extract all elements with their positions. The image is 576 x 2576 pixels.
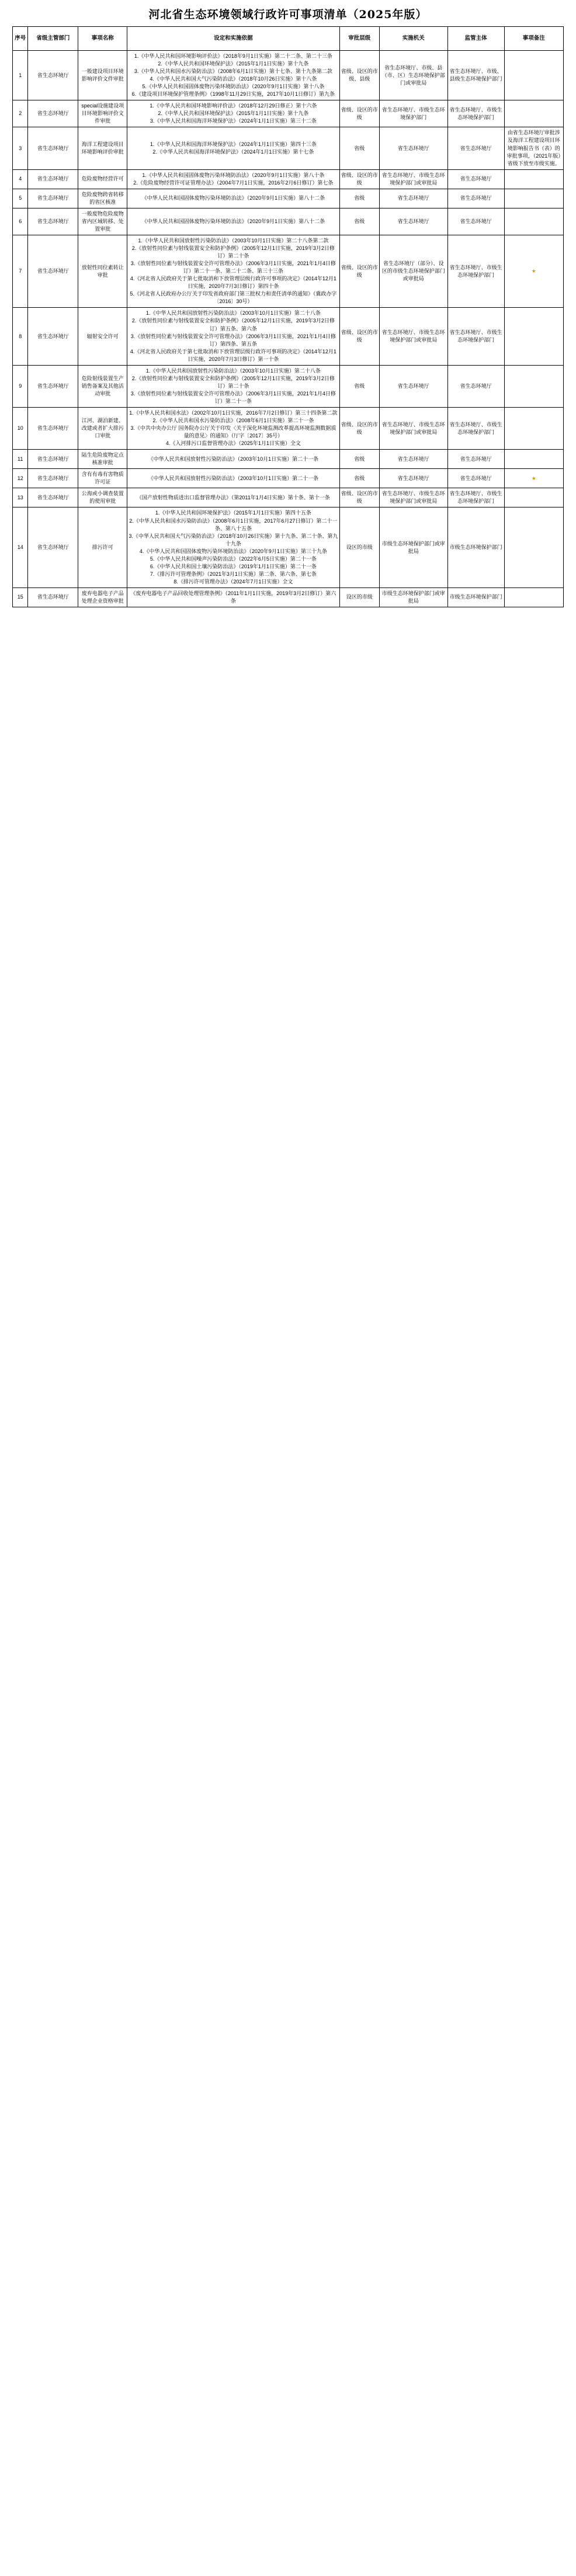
cell-sup: 省生态环境厅 [447, 450, 504, 469]
cell-idx: 10 [13, 407, 28, 449]
cell-item: 海洋工程建设项目环境影响评价审批 [78, 127, 127, 169]
cell-note [504, 208, 563, 235]
cell-basis [127, 127, 340, 169]
cell-org: 省生态环境厅、市级生态环境保护部门 [379, 100, 447, 127]
cell-dept: 省生态环境厅 [28, 51, 78, 100]
cell-sup: 市级生态环境保护部门 [447, 507, 504, 587]
cell-org: 省生态环境厅 [379, 469, 447, 488]
cell-note [504, 189, 563, 208]
basis-line: 4.《河北省人民政府关于第七批取消和下放管理层级行政许可事项的决定》（2014年12月1日实施，2020年7月3日修订）第一十条 [130, 348, 336, 362]
basis-line: 2.《中华人民共和国海洋环境保护法》（2024年1月1日实施）第十七条 [152, 149, 314, 155]
cell-idx: 15 [13, 587, 28, 607]
cell-note [504, 587, 563, 607]
cell-item: 废弃电器电子产品处理企业资格审批 [78, 587, 127, 607]
cell-note [504, 488, 563, 507]
basis-line: 《废弃电器电子产品回收处理管理条例》（2011年1月1日实施，2019年3月2日修订）第六条 [130, 590, 336, 604]
cell-dept: 省生态环境厅 [28, 189, 78, 208]
cell-sup: 省生态环境厅 [447, 208, 504, 235]
basis-line: 2.《放射性同位素与射线装置安全和防护条例》（2005年12月1日实施，2019年3月2日修订）第二十条 [131, 245, 335, 259]
cell-level: 省级 [339, 365, 379, 407]
cell-level: 省级 [339, 450, 379, 469]
cell-level: 省级、设区的市级 [339, 407, 379, 449]
cell-basis [127, 308, 340, 365]
table-row [13, 450, 564, 469]
cell-level: 省级、设区的市级 [339, 308, 379, 365]
basis-line: 《中华人民共和国固体废物污染环境防治法》（2020年9月1日实施）第八十二条 [141, 218, 325, 224]
cell-org: 省生态环境厅 [379, 365, 447, 407]
cell-org: 省生态环境厅、市级生态环境保护部门或审批局 [379, 488, 447, 507]
cell-level: 省级 [339, 208, 379, 235]
cell-note [504, 169, 563, 189]
table-row [13, 51, 564, 100]
cell-item: 辐射安全许可 [78, 308, 127, 365]
basis-line: 7.《排污许可管理条例》（2021年3月1日实施）第二条、第六条、第七条 [150, 571, 317, 577]
column-header-item-name: 事项名称 [78, 27, 127, 51]
cell-item: 危险射线装置生产销售备案及其他活动审批 [78, 365, 127, 407]
cell-item: 一般废物危险废物省内区域转移、处置审批 [78, 208, 127, 235]
cell-idx: 9 [13, 365, 28, 407]
cell-level: 设区的市级 [339, 587, 379, 607]
table-row [13, 208, 564, 235]
cell-level: 省级 [339, 189, 379, 208]
cell-idx: 4 [13, 169, 28, 189]
cell-basis [127, 208, 340, 235]
cell-level: 省级、设区的市级 [339, 488, 379, 507]
cell-dept: 省生态环境厅 [28, 507, 78, 587]
cell-dept: 省生态环境厅 [28, 469, 78, 488]
cell-org: 省生态环境厅 [379, 189, 447, 208]
cell-org: 省生态环境厅 [379, 127, 447, 169]
basis-line: 2.《中华人民共和国环境保护法》（2015年1月1日实施）第十九条 [158, 110, 309, 117]
basis-line: 1.《中华人民共和国放射性污染防治法》（2003年10月1日实施）第二十八条第二款 [138, 237, 329, 244]
basis-line: 1.《中华人民共和国环境影响评价法》（2018年9月1日实施）第二十二条、第二十三条 [134, 53, 332, 59]
cell-basis [127, 235, 340, 307]
cell-dept: 省生态环境厅 [28, 407, 78, 449]
cell-org: 省生态环境厅、市级生态环境保护部门或审批局 [379, 308, 447, 365]
cell-note [504, 365, 563, 407]
cell-sup: 市级生态环境保护部门 [447, 587, 504, 607]
cell-idx: 11 [13, 450, 28, 469]
cell-idx: 13 [13, 488, 28, 507]
column-header-approval-level: 审批层级 [339, 27, 379, 51]
cell-basis [127, 169, 340, 189]
cell-basis [127, 189, 340, 208]
cell-basis [127, 488, 340, 507]
cell-org: 市级生态环境保护部门或审批局 [379, 587, 447, 607]
cell-item: 公海或小调查装置的使用审批 [78, 488, 127, 507]
basis-line: 2.《放射性同位素与射线装置安全和防护条例》（2005年12月1日实施，2019年3月2日修订）第二十条 [131, 375, 335, 389]
cell-sup: 省生态环境厅 [447, 169, 504, 189]
cell-level: 省级 [339, 127, 379, 169]
cell-level: 省级、设区的市级 [339, 100, 379, 127]
cell-sup: 省生态环境厅、市级生态环境保护部门 [447, 488, 504, 507]
basis-line: 3.《放射性同位素与射线装置安全许可管理办法》（2006年3月1日实施，2021年1月4日修订）第二十一条 [130, 390, 336, 404]
basis-line: 4.《河北省人民政府关于第七批取消和下放管理层级行政许可事项的决定》（2014年12月1日实施，2020年7月3日修订）第四十条 [130, 276, 336, 290]
cell-level: 省级、设区的市级、县级 [339, 51, 379, 100]
basis-line: 5.《河北省人民政府办公厅关于印发省政府部门第三批权力和责任清单的通知》（冀政办字〔2016〕30号） [130, 291, 337, 305]
cell-item: 一般建设项目环境影响评价文件审批 [78, 51, 127, 100]
cell-item: 江河、湖泊新建、改建或者扩大排污口审批 [78, 407, 127, 449]
cell-idx: 7 [13, 235, 28, 307]
basis-line: 6.《中华人民共和国土壤污染防治法》（2019年1月1日实施）第二十一条 [150, 563, 317, 569]
cell-basis [127, 587, 340, 607]
cell-dept: 省生态环境厅 [28, 169, 78, 189]
table-row [13, 507, 564, 587]
basis-line: 6.《建设项目环境保护管理条例》（1998年11月29日实施，2017年10月1日修订）第九条 [131, 91, 335, 98]
cell-idx: 3 [13, 127, 28, 169]
cell-idx: 1 [13, 51, 28, 100]
table-row [13, 100, 564, 127]
basis-line: 《中华人民共和国固体废物污染环境防治法》（2020年9月1日实施）第八十二条 [141, 195, 325, 201]
table-body [13, 51, 564, 607]
basis-line: 3.《中华人民共和国海洋环境保护法》（2024年1月1日实施）第三十二条 [150, 118, 317, 124]
basis-line: 4.《入河排污口监督管理办法》（2025年1月1日实施）全文 [165, 440, 301, 447]
cell-sup: 省生态环境厅 [447, 127, 504, 169]
cell-dept: 省生态环境厅 [28, 127, 78, 169]
cell-basis [127, 100, 340, 127]
cell-item: special设施建设项目环境影响评价文件审批 [78, 100, 127, 127]
table-row [13, 407, 564, 449]
cell-basis [127, 365, 340, 407]
cell-sup: 省生态环境厅、市级生态环境保护部门 [447, 100, 504, 127]
cell-dept: 省生态环境厅 [28, 235, 78, 307]
cell-level: 省级 [339, 469, 379, 488]
basis-line: 《国产放射性物质进出口监督管理办法》（第2011年1月4日实施）第十条、第十一条 [136, 494, 330, 500]
cell-org: 省生态环境厅 [379, 450, 447, 469]
cell-dept: 省生态环境厅 [28, 365, 78, 407]
basis-line: 4.《中华人民共和国固体废物污染环境防治法》（2020年9月1日实施）第三十九条 [139, 548, 327, 554]
basis-line: 3.《放射性同位素与射线装置安全许可管理办法》（2006年3月1日实施，2021年1月4日修订）第四条、第五条 [130, 333, 336, 347]
cell-item: 陆生危险废物定点核准审批 [78, 450, 127, 469]
table-row [13, 308, 564, 365]
cell-sup: 省生态环境厅、市级生态环境保护部门 [447, 407, 504, 449]
basis-line: 1.《中华人民共和国环境保护法》（2015年1月1日实施）第四十五条 [155, 510, 311, 516]
basis-line: 1.《中华人民共和国放射性污染防治法》（2003年10月1日实施）第二十八条 [145, 367, 321, 374]
column-header-index: 序号 [13, 27, 28, 51]
column-header-legal-basis: 设定和实施依据 [127, 27, 340, 51]
cell-org: 省生态环境厅、市级生态环境保护部门或审批局 [379, 169, 447, 189]
column-header-remark: 事项备注 [504, 27, 563, 51]
table-row [13, 189, 564, 208]
basis-line: 3.《中共中央办公厅 国务院办公厅关于印发〈关于深化环境监测改革提高环境监测数据质量的意见〉的通知》（厅字〔2017〕35号） [130, 425, 336, 439]
basis-line: 1.《中华人民共和国固体废物污染环境防治法》（2020年9月1日实施）第八十条 [142, 172, 325, 178]
cell-idx: 6 [13, 208, 28, 235]
cell-dept: 省生态环境厅 [28, 488, 78, 507]
cell-dept: 省生态环境厅 [28, 208, 78, 235]
cell-note [504, 407, 563, 449]
cell-sup: 省生态环境厅 [447, 189, 504, 208]
cell-note: ★ [504, 469, 563, 488]
table-header-row [13, 27, 564, 51]
basis-line: 1.《中华人民共和国环境影响评价法》（2018年12月29日修正）第十六条 [150, 103, 317, 109]
cell-sup: 省生态环境厅、市级生态环境保护部门 [447, 308, 504, 365]
cell-idx: 12 [13, 469, 28, 488]
cell-org: 省生态环境厅、市级、县（市、区）生态环境保护部门或审批局 [379, 51, 447, 100]
cell-basis [127, 407, 340, 449]
table-row [13, 469, 564, 488]
basis-line: 2.《中华人民共和国水污染防治法》（2008年6月1日实施，2017年6月27日修订）第二十一条、第八十五条 [129, 517, 338, 531]
cell-org: 市级生态环境保护部门或审批局 [379, 507, 447, 587]
cell-basis [127, 51, 340, 100]
cell-level: 省级、设区的市级 [339, 169, 379, 189]
cell-note [504, 450, 563, 469]
cell-idx: 2 [13, 100, 28, 127]
cell-note [504, 507, 563, 587]
cell-note [504, 308, 563, 365]
cell-idx: 8 [13, 308, 28, 365]
table-row [13, 169, 564, 189]
cell-item: 含有有毒有害物质许可证 [78, 469, 127, 488]
cell-dept: 省生态环境厅 [28, 450, 78, 469]
cell-note: ★ [504, 235, 563, 307]
permit-items-table [12, 26, 564, 607]
cell-item: 危险废物跨省转移的省区核准 [78, 189, 127, 208]
basis-line: 2.《危险废物经营许可证管理办法》（2004年7月1日实施，2016年2月6日修订）第七条 [133, 179, 334, 186]
cell-org: 省生态环境厅、市级生态环境保护部门或审批局 [379, 407, 447, 449]
basis-line: 2.《放射性同位素与射线装置安全和防护条例》（2005年12月1日实施，2019年3月2日修订）第五条、第六条 [131, 318, 335, 332]
basis-line: 《中华人民共和国放射性污染防治法》（2003年10月1日实施）第二十一条 [148, 475, 319, 481]
cell-dept: 省生态环境厅 [28, 587, 78, 607]
cell-level: 省级、设区的市级 [339, 235, 379, 307]
table-row [13, 488, 564, 507]
cell-item: 排污许可 [78, 507, 127, 587]
cell-org: 省生态环境厅 [379, 208, 447, 235]
basis-line: 1.《中华人民共和国放射性污染防治法》（2003年10月1日实施）第二十八条 [145, 310, 321, 317]
cell-sup: 省生态环境厅 [447, 469, 504, 488]
basis-line: 3.《放射性同位素与射线装置安全许可管理办法》（2006年3月1日实施，2021年1月4日修订）第二十一条、第二十二条、第三十三条 [130, 260, 336, 274]
table-row [13, 587, 564, 607]
basis-line: 8.《排污许可管理办法》（2024年7月1日实施）全文 [174, 578, 293, 585]
cell-note [504, 100, 563, 127]
cell-sup: 省生态环境厅 [447, 365, 504, 407]
cell-sup: 省生态环境厅、市级、县级生态环境保护部门 [447, 51, 504, 100]
table-row [13, 365, 564, 407]
cell-sup: 省生态环境厅、市级生态环境保护部门 [447, 235, 504, 307]
cell-note: 由省生态环境厅审批涉及海洋工程建设项目环境影响报告书（表）的审批事项，（2021年版）省级下放至市级实施。 [504, 127, 563, 169]
basis-line: 《中华人民共和国放射性污染防治法》（2003年10月1日实施）第二十一条 [148, 456, 319, 462]
cell-idx: 14 [13, 507, 28, 587]
cell-dept: 省生态环境厅 [28, 308, 78, 365]
table-row [13, 235, 564, 307]
basis-line: 4.《中华人民共和国大气污染防治法》（2018年10月26日实施）第十八条 [150, 76, 317, 82]
cell-basis [127, 507, 340, 587]
basis-line: 1.《中华人民共和国水法》（2002年10月1日实施，2016年7月2日修订）第三十四条第二款 [129, 409, 338, 416]
cell-dept: 省生态环境厅 [28, 100, 78, 127]
cell-basis [127, 450, 340, 469]
basis-line: 3.《中华人民共和国水污染防治法》（2008年6月1日实施）第十七条、第十九条第二款 [134, 68, 332, 75]
cell-level: 设区的市级 [339, 507, 379, 587]
cell-idx: 5 [13, 189, 28, 208]
cell-item: 放射性同位素转让审批 [78, 235, 127, 307]
column-header-supervisor: 监管主体 [447, 27, 504, 51]
basis-line: 3.《中华人民共和国大气污染防治法》（2018年10月26日实施）第十九条、第二十条、第九十九条 [129, 533, 338, 547]
column-header-department: 省级主管部门 [28, 27, 78, 51]
basis-line: 2.《中华人民共和国环境保护法》（2015年1月1日实施）第十九条 [158, 61, 309, 67]
basis-line: 2.《中华人民共和国水污染防治法》（2008年6月1日实施）第二十一条 [152, 418, 314, 424]
cell-note [504, 51, 563, 100]
basis-line: 1.《中华人民共和国海洋环境保护法》（2024年1月1日实施）第四十三条 [150, 141, 317, 147]
page-title: 河北省生态环境领域行政许可事项清单（2025年版） [148, 8, 428, 21]
basis-line: 5.《中华人民共和国固体废物污染环境防治法》（2020年9月1日实施）第十八条 [142, 84, 325, 90]
cell-org: 省生态环境厅（部分）、设区的市级生态环境保护部门或审批局 [379, 235, 447, 307]
basis-line: 5.《中华人民共和国噪声污染防治法》（2022年6月5日实施）第二十一条 [150, 555, 317, 562]
cell-basis [127, 469, 340, 488]
column-header-implementing-organ: 实施机关 [379, 27, 447, 51]
cell-item: 危险废物经营许可 [78, 169, 127, 189]
table-row [13, 127, 564, 169]
